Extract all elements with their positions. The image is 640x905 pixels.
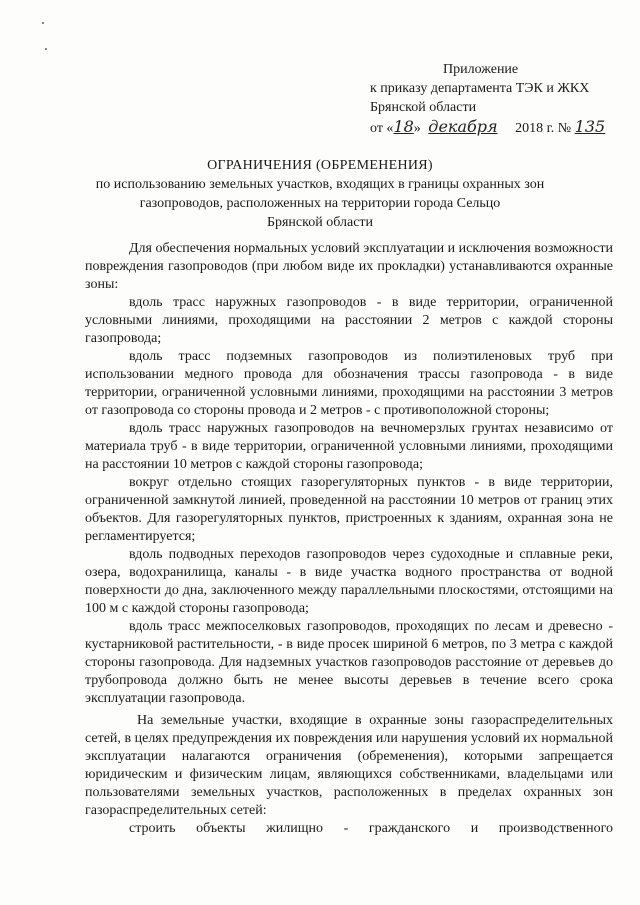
paragraph: вдоль трасс наружных газопроводов на вечномерзлых грунтах независимо от материала труб - в виде территории, ограниченной условными линиями, проходящими на расстоянии 10 метров с каждой стороны газопровода; bbox=[85, 421, 613, 472]
appendix-region: Брянской области bbox=[370, 100, 477, 115]
date-year-no: 2018 г. № bbox=[515, 121, 572, 136]
paragraph: строить объекты жилищно - гражданского и производственного bbox=[129, 821, 613, 836]
date-month: декабря bbox=[428, 117, 498, 136]
appendix-order-ref: к приказу департамента ТЭК и ЖКХ bbox=[370, 81, 590, 96]
appendix-header bbox=[370, 60, 630, 138]
order-number: 135 bbox=[574, 117, 606, 136]
date-day: 18 bbox=[393, 117, 414, 136]
paragraph: вдоль трасс межпоселковых газопроводов, проходящих по лесам и древесно - кустарниковой растительности, - в виде просек шириной 6 метров, по 3 метра с каждой стороны газопровода. Для надземных участков газопроводов расстояние от деревьев до трубопровода должно быть не менее высоты деревьев в течение всего срока эксплуатации газопровода. bbox=[85, 619, 613, 706]
date-prefix: от « bbox=[370, 121, 394, 136]
paragraph: вдоль трасс подземных газопроводов из полиэтиленовых труб при использовании медного провода для обозначения трассы газопровода - в виде территории, ограниченной условными линиями, проходящими на расстоянии 3 метров от газопровода со стороны провода и 2 метров - с противоположной стороны; bbox=[85, 349, 613, 418]
date-mid: » bbox=[413, 121, 421, 136]
document-body bbox=[85, 240, 613, 838]
appendix-date-line bbox=[370, 117, 630, 138]
paragraph: вдоль трасс наружных газопроводов - в виде территории, ограниченной условными линиями, проходящими на расстоянии 2 метров с каждой стороны газопровода; bbox=[85, 295, 613, 346]
document-title bbox=[0, 156, 640, 232]
paragraph: На земельные участки, входящие в охранные зоны газораспределительных сетей, в целях предупреждения их повреждения или нарушения условий их нормальной эксплуатации налагаются ограничения (обременения), которыми запрещается юридическим и физическим лицам, являющихся собственниками, владельцами или пользователями земельных участков, расположенных в пределах охранных зон газораспределительных сетей: bbox=[85, 713, 613, 818]
paragraph: вокруг отдельно стоящих газорегуляторных пунктов - в виде территории, ограниченной замкнутой линией, проведенной на расстоянии 10 метров от границ этих объектов. Для газорегуляторных пунктов, пристроенных к зданиям, охранная зона не регламентируется; bbox=[85, 475, 613, 544]
paragraph: Для обеспечения нормальных условий эксплуатации и исключения возможности повреждения газопроводов (при любом виде их прокладки) устанавливаются охранные зоны: bbox=[85, 241, 613, 292]
paragraph: вдоль подводных переходов газопроводов через судоходные и сплавные реки, озера, водохранилища, каналы - в виде участка водного пространства от водной поверхности до дна, заключенного между параллельными плоскостями, отстоящими на 100 м с каждой стороны газопровода; bbox=[85, 547, 613, 616]
title-line-4: Брянской области bbox=[266, 215, 374, 230]
appendix-label: Приложение bbox=[443, 62, 519, 77]
title-line-3: газопроводов, расположенных на территории города Сельцо bbox=[139, 196, 501, 211]
title-line-2: по использованию земельных участков, входящих в границы охранных зон bbox=[95, 177, 545, 192]
title-main: ОГРАНИЧЕНИЯ (ОБРЕМЕНЕНИЯ) bbox=[207, 158, 433, 173]
